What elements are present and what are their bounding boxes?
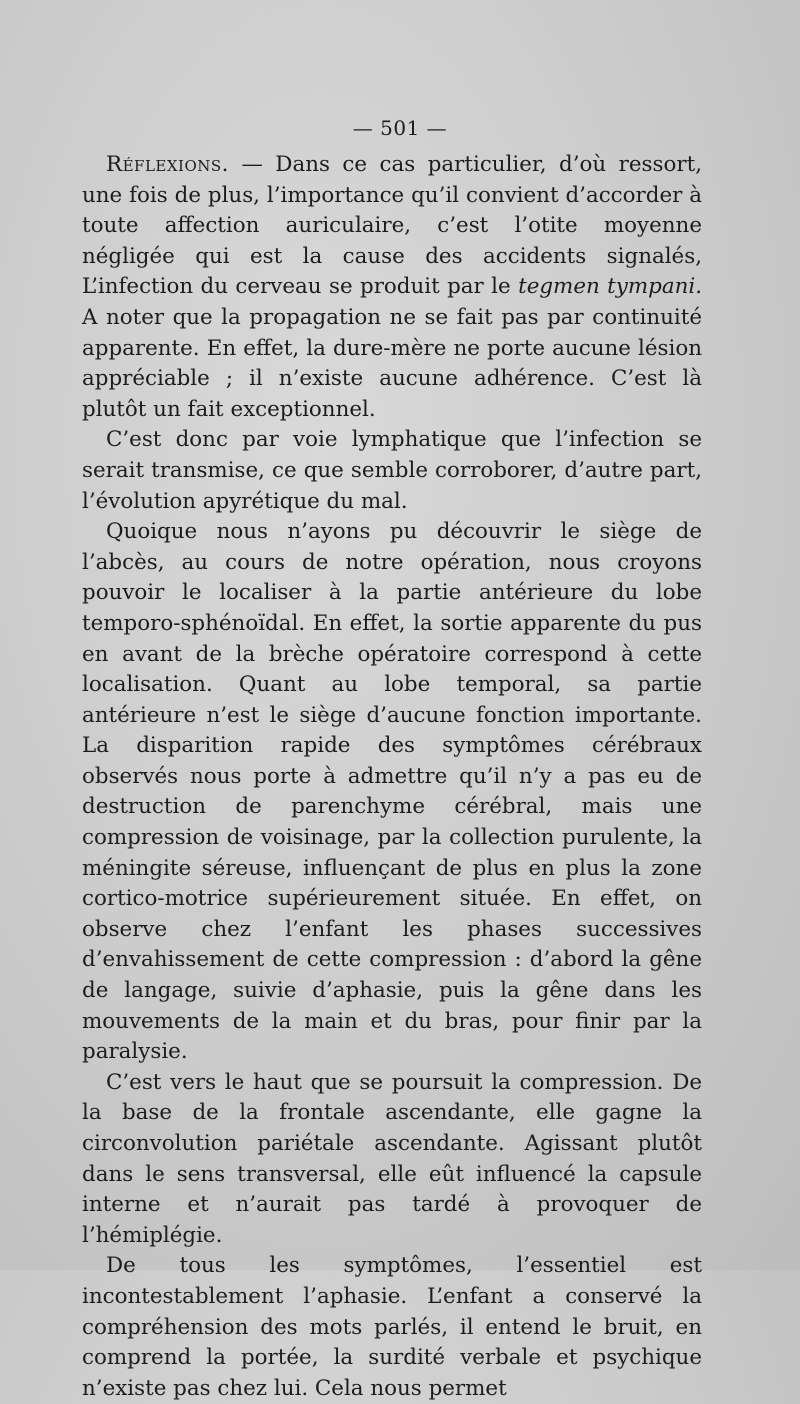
paragraph: C’est vers le haut que se poursuit la compression. De la base de la frontale ascendante, elle gagne la circonvolution pariétale ascendante. Agissant plutôt dans le sens transversal, elle eût influencé la capsule interne et n’aurait pas tardé à provoquer de l’hémiplégie. bbox=[82, 1069, 702, 1248]
page-number: — 501 — bbox=[352, 116, 448, 140]
paragraph: C’est donc par voie lymphatique que l’infection se serait transmise, ce que semble corroborer, d’autre part, l’évolution apyrétique du mal. bbox=[82, 427, 702, 514]
paragraph-tail: A noter que la propagation ne se fait pas par continuité apparente. En effet, la dure-mère ne porte aucune lésion appréciable ; il n’existe aucune adhérence. C’est là plutôt un fait exceptionnel. bbox=[82, 304, 702, 422]
body-text bbox=[82, 150, 702, 1404]
paragraph-lead: Réflexions. bbox=[106, 152, 229, 177]
paragraph: De tous les symptômes, l’essentiel est incontestablement l’aphasie. L’enfant a conservé la compréhension des mots parlés, il entend le bruit, en comprend la portée, la surdité verbale et psychique n’existe pas chez lui. Cela nous permet bbox=[82, 1253, 702, 1401]
italic-term: tegmen tympani. bbox=[518, 274, 702, 300]
paragraph: Quoique nous n’ayons pu découvrir le siège de l’abcès, au cours de notre opération, nous croyons pouvoir le localiser à la partie antérieure du lobe temporo-sphénoïdal. En effet, la sortie apparente du pus en avant de la brèche opératoire correspond à cette localisation. Quant au lobe temporal, sa partie antérieure n’est le siège d’aucune fonction importante. La disparition rapide des symptômes cérébraux observés nous porte à admettre qu’il n’y a pas eu de destruction de parenchyme cérébral, mais une compression de voisinage, par la collection purulente, la méningite séreuse, influençant de plus en plus la zone cortico-motrice supérieurement située. En effet, on observe chez l’enfant les phases successives d’envahissement de cette compression : d’abord la gêne de langage, suivie d’aphasie, puis la gêne dans les mouvements de la main et du bras, pour finir par la paralysie. bbox=[82, 519, 702, 1065]
paragraph-reflexions bbox=[82, 150, 702, 425]
paragraph-text: — Dans ce cas particulier, d’où ressort, une fois de plus, l’importance qu’il convient d’accorder à toute affection auriculaire, c’est l’otite moyenne négligée qui est la cause des accidents signalés, L’infection du cerveau se produit par le bbox=[82, 152, 702, 300]
